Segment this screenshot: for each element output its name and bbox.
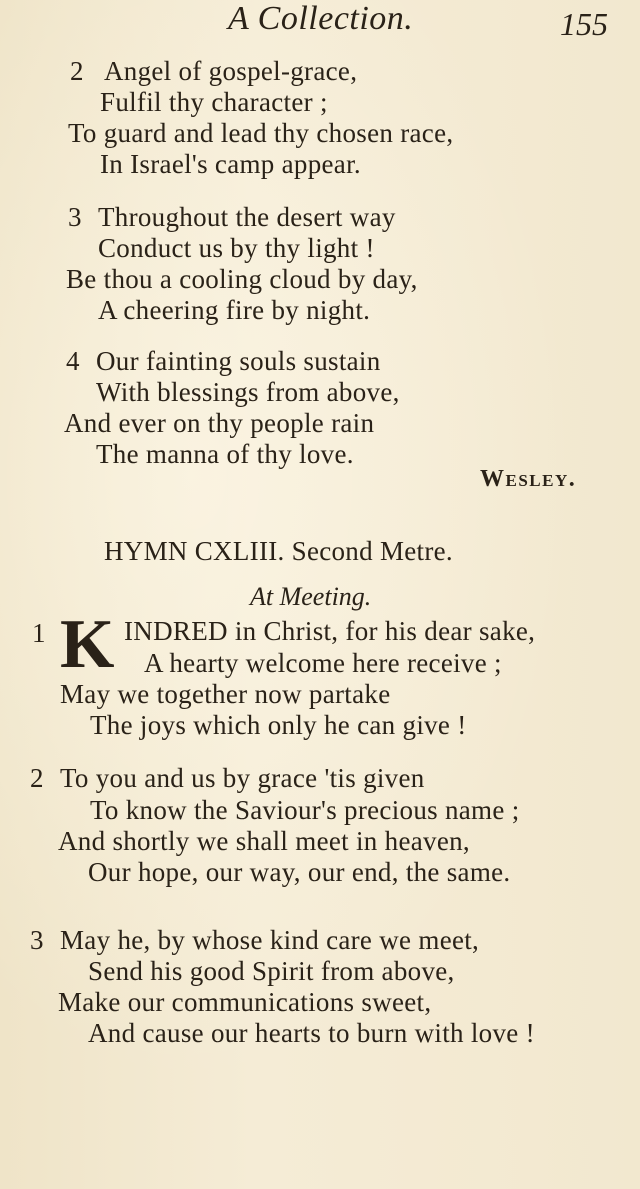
verse-number: 2	[30, 763, 44, 793]
verse-number: 4	[66, 346, 80, 376]
verse-number: 3	[68, 202, 82, 232]
verse-number: 1	[32, 618, 46, 648]
verse-line: May we together now partake	[60, 679, 391, 709]
verse-line: Our hope, our way, our end, the same.	[88, 857, 511, 887]
verse-line: With blessings from above,	[96, 377, 400, 407]
verse-line: Angel of gospel-grace,	[104, 56, 358, 86]
author-attribution: Wesley.	[480, 466, 577, 492]
verse-line: Be thou a cooling cloud by day,	[66, 264, 418, 294]
verse-line: And cause our hearts to burn with love !	[88, 1018, 535, 1048]
verse-line: Throughout the desert way	[98, 202, 396, 232]
verse-line: Our fainting souls sustain	[96, 346, 381, 376]
hymn-subtitle: At Meeting.	[250, 582, 372, 611]
verse-line: Conduct us by thy light !	[98, 233, 375, 263]
running-head: A Collection.	[228, 0, 414, 37]
verse-line: A cheering fire by night.	[98, 295, 371, 325]
verse-line: May he, by whose kind care we meet,	[60, 925, 480, 955]
verse-number: 3	[30, 925, 44, 955]
drop-cap: K	[60, 606, 115, 683]
verse-number: 2	[70, 56, 84, 86]
verse-line: Make our communications sweet,	[58, 987, 432, 1017]
verse-line: To know the Saviour's precious name ;	[90, 795, 520, 825]
verse-line: To guard and lead thy chosen race,	[68, 118, 454, 148]
verse-line: Send his good Spirit from above,	[88, 956, 455, 986]
verse-line: And ever on thy people rain	[64, 408, 375, 438]
verse-line: A hearty welcome here receive ;	[144, 648, 502, 678]
page-number: 155	[560, 6, 608, 42]
verse-line: And shortly we shall meet in heaven,	[58, 826, 470, 856]
verse-line: To you and us by grace 'tis given	[60, 763, 425, 793]
verse-line: The joys which only he can give !	[90, 710, 467, 740]
verse-line: Fulfil thy character ;	[100, 87, 328, 117]
verse-line: INDRED in Christ, for his dear sake,	[124, 616, 536, 646]
verse-line: In Israel's camp appear.	[100, 149, 361, 179]
verse-line: The manna of thy love.	[96, 439, 354, 469]
hymn-title: HYMN CXLIII. Second Metre.	[104, 536, 453, 566]
